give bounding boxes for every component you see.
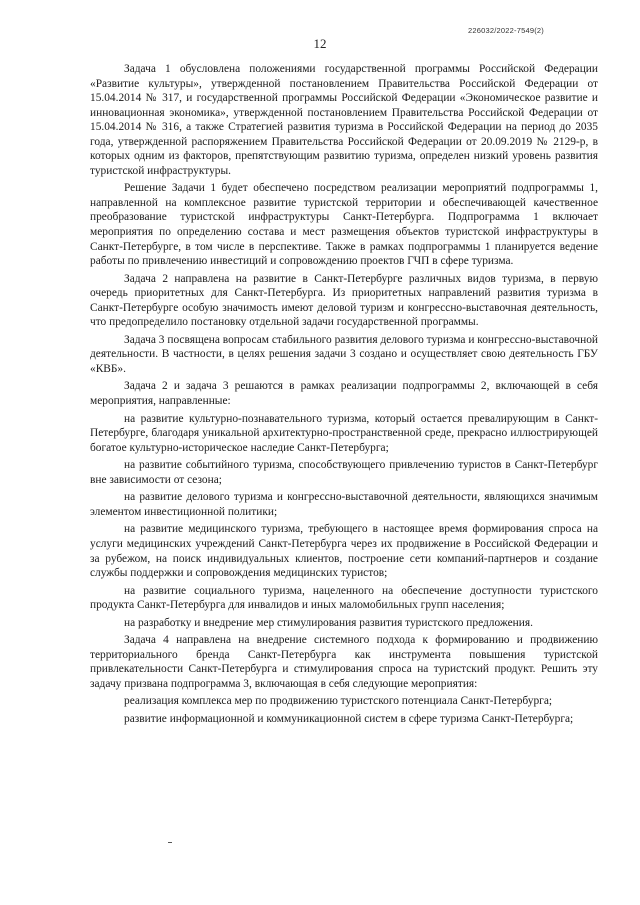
list-item-stimulus-measures: на разработку и внедрение мер стимулирования развития туристского предложения.	[124, 616, 533, 629]
list-item-promotion-measures: реализация комплекса мер по продвижению туристского потенциала Санкт-Петербурга;	[124, 695, 553, 708]
list-item-event-tourism: на развитие событийного туризма, способствующего привлечению туристов в Санкт-Петербург вне зависимости от сезона;	[90, 459, 598, 486]
document-code: 226032/2022-7549(2)	[468, 26, 544, 35]
paragraph-task3: Задача 3 посвящена вопросам стабильного развития делового туризма и конгрессно-выставочной деятельности. В частности, в целях решения задачи 3 создано и осуществляет свою деятельность ГБУ «КВБ».	[90, 333, 598, 375]
paragraph-task2: Задача 2 направлена на развитие в Санкт-Петербурге различных видов туризма, в первую очередь приоритетных для Санкт-Петербурга. Из приоритетных направлений развития туризма в Санкт-Петербурге особую значимость имеют деловой туризм и конгрессно-выставочная деятельность, что предопределило постановку отдельной задачи государственной программы.	[90, 272, 598, 329]
list-item-info-systems: развитие информационной и коммуникационной систем в сфере туризма Санкт-Петербурга;	[124, 712, 574, 725]
paragraph-task1-solution: Решение Задачи 1 будет обеспечено посредством реализации мероприятий подпрограммы 1, направленной на комплексное развитие туристской территории и обеспечивающей качественное преобразование туристской инфраструктуры Санкт-Петербурга. Подпрограмма 1 включает мероприятия по определению состава и мест размещения объектов туристской инфраструктуры в Санкт-Петербурге, в том числе в перспективе. Также в рамках подпрограммы 1 планируется ведение работы по привлечению инвестиций и сопровождению проектов ГЧП в сфере туризма.	[90, 182, 598, 268]
list-item-business-tourism: на развитие делового туризма и конгрессно-выставочной деятельности, являющихся значимым элементом инвестиционной политики;	[90, 491, 598, 518]
document-body	[90, 62, 598, 730]
list-item-medical-tourism: на развитие медицинского туризма, требующего в настоящее время формирования спроса на услуги медицинских учреждений Санкт-Петербурга через их продвижение в Российской Федерации и за рубежом, на поиск индивидуальных клиентов, построение сети компаний-партнеров и создание службы поддержки и сопровождения медицинских туристов;	[90, 523, 598, 580]
page-number: 12	[313, 36, 327, 51]
scan-artifact-mark	[168, 842, 172, 843]
paragraph-task4: Задача 4 направлена на внедрение системного подхода к формированию и продвижению территориального бренда Санкт-Петербурга как инструмента повышения туристской привлекательности Санкт-Петербурга и стимулирования спроса на туристский продукт. Решить эту задачу призвана подпрограмма 3, включающая в себя следующие мероприятия:	[90, 634, 598, 690]
list-item-social-tourism: на развитие социального туризма, нацеленного на обеспечение доступности туристского продукта Санкт-Петербурга для инвалидов и иных маломобильных групп населения;	[90, 584, 598, 612]
list-item-cultural-tourism: на развитие культурно-познавательного туризма, который остается превалирующим в Санкт-Петербурге, благодаря уникальной архитектурно-пространственной среде, прекрасно иллюстрирующей богатое культурно-историческое наследие Санкт-Петербурга;	[90, 412, 598, 454]
paragraph-task1-basis: Задача 1 обусловлена положениями государственной программы Российской Федерации «Развитие культуры», утвержденной постановлением Правительства Российской Федерации от 15.04.2014 № 317, и государственной программы Российской Федерации «Экономическое развитие и инновационная экономика», утвержденной постановлением Правительства Российской Федерации от 15.04.2014 № 316, а также Стратегией развития туризма в Российской Федерации на период до 2035 года, утвержденной распоряжением Правительства Российской Федерации от 20.09.2019 № 2129-р, в которых одним из факторов, препятствующим развитию туризма, определен низкий уровень развития туристской инфраструктуры.	[90, 63, 598, 177]
paragraph-subprogram2-intro: Задача 2 и задача 3 решаются в рамках реализации подпрограммы 2, включающей в себя мероприятия, направленные:	[90, 380, 598, 408]
